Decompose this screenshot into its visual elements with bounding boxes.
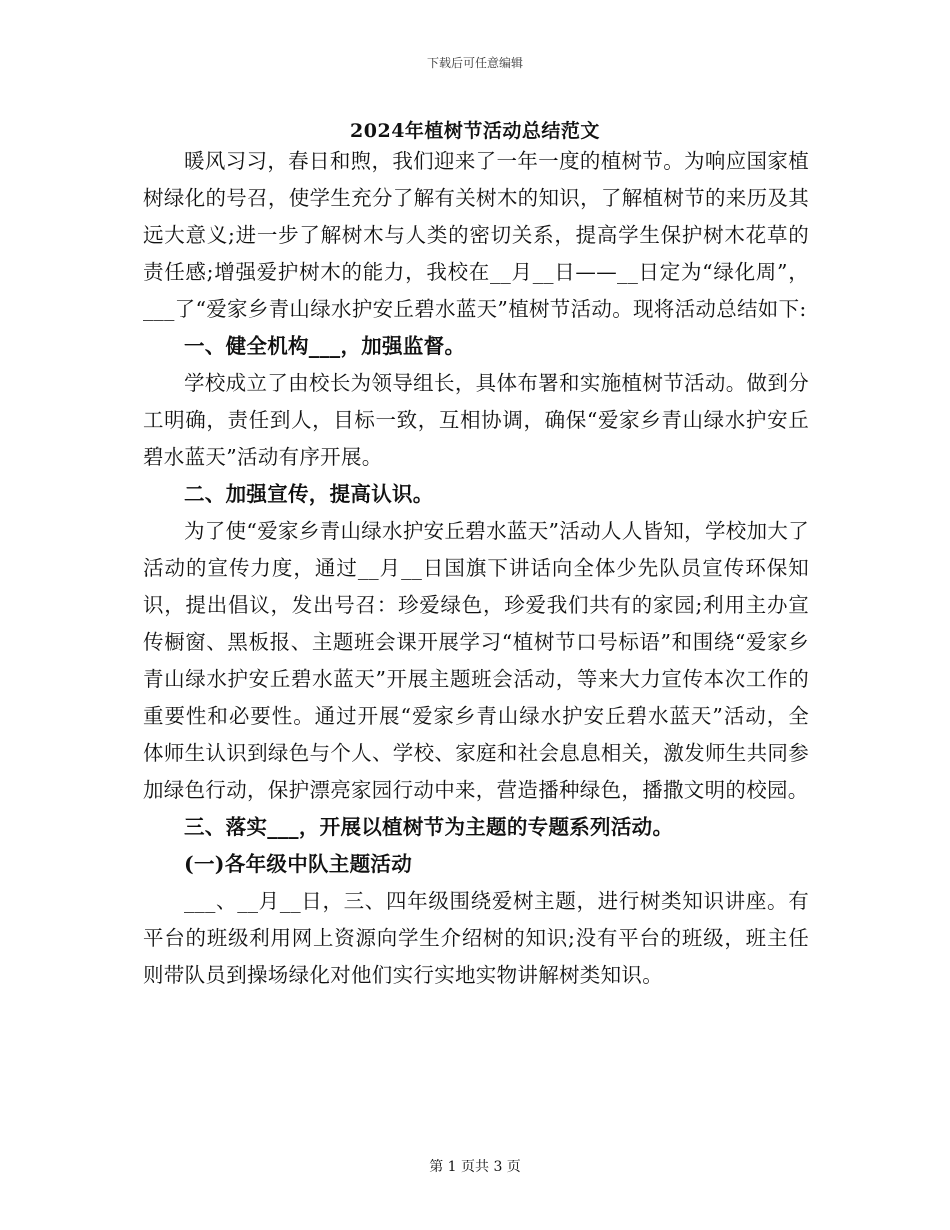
document-body xyxy=(143,143,809,994)
section-heading-2: 二、加强宣传，提高认识。 xyxy=(184,482,434,506)
subsection-heading-1: (一)各年级中队主题活动 xyxy=(184,852,412,876)
intro-paragraph: 暖风习习，春日和煦，我们迎来了一年一度的植树节。为响应国家植树绿化的号召，使学生充分了解有关树木的知识，了解植树节的来历及其远大意义;进一步了解树木与人类的密切关系，提高学生保护树木花草的责任感;增强爱护树木的能力，我校在__月__日——__日定为“绿化周”，___了“爱家乡青山绿水护安丘碧水蓝天”植树节活动。现将活动总结如下: xyxy=(143,149,809,321)
section-heading-1: 一、健全机构___，加强监督。 xyxy=(184,334,466,358)
page-footer: 第 1 页共 3 页 xyxy=(429,1159,521,1175)
section-2-paragraph: 为了使“爱家乡青山绿水护安丘碧水蓝天”活动人人皆知，学校加大了活动的宣传力度，通过__月__日国旗下讲话向全体少先队员宣传环保知识，提出倡议，发出号召：珍爱绿色，珍爱我们共有的家园;利用主办宣传橱窗、黑板报、主题班会课开展学习“植树节口号标语”和围绕“爱家乡青山绿水护安丘碧水蓝天”开展主题班会活动，等来大力宣传本次工作的重要性和必要性。通过开展“爱家乡青山绿水护安丘碧水蓝天”活动，全体师生认识到绿色与个人、学校、家庭和社会息息相关，激发师生共同参加绿色行动，保护漂亮家园行动中来，营造播种绿色，播撒文明的校园。 xyxy=(143,519,809,802)
header-note: 下载后可任意编辑 xyxy=(426,56,523,70)
section-heading-3: 三、落实___，开展以植树节为主题的专题系列活动。 xyxy=(184,815,674,839)
document-title: 2024年植树节活动总结范文 xyxy=(350,120,600,142)
subsection-1-paragraph: ___、__月__日，三、四年级围绕爱树主题，进行树类知识讲座。有平台的班级利用网上资源向学生介绍树的知识;没有平台的班级，班主任则带队员到操场绿化对他们实行实地实物讲解树类知识。 xyxy=(143,889,809,987)
section-1-paragraph: 学校成立了由校长为领导组长，具体布署和实施植树节活动。做到分工明确，责任到人，目标一致，互相协调，确保“爱家乡青山绿水护安丘碧水蓝天”活动有序开展。 xyxy=(143,371,809,469)
